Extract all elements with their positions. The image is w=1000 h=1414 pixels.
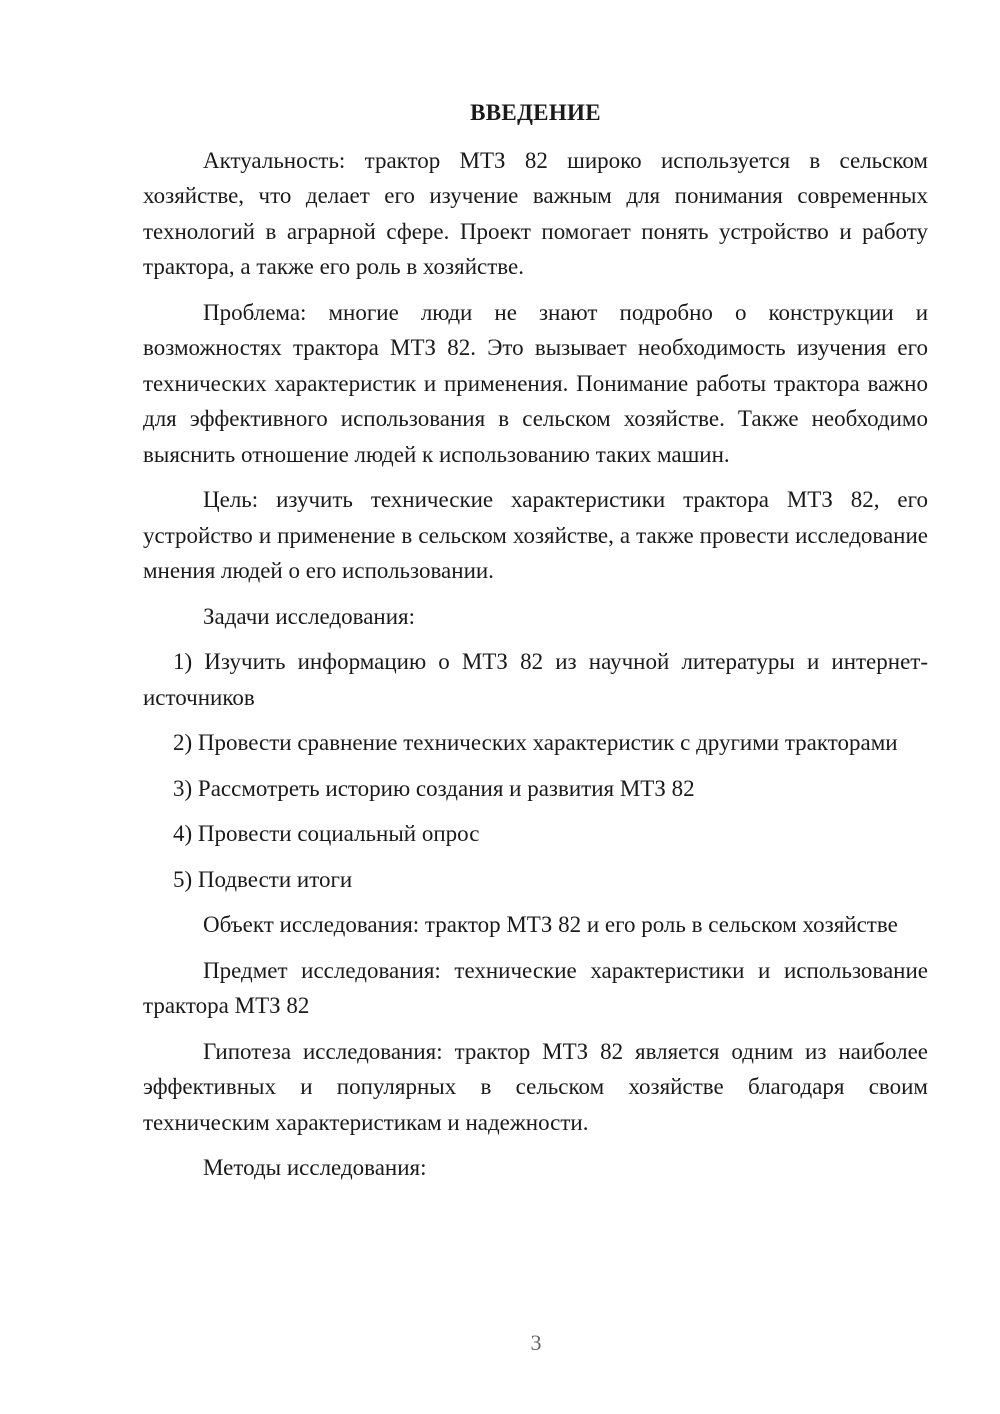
task-item-1: 1) Изучить информацию о МТЗ 82 из научной литературы и интернет-источников: [143, 649, 928, 710]
goal-paragraph: Цель: изучить технические характеристики трактора МТЗ 82, его устройство и применение в сельском хозяйстве, а также провести исследование мнения людей о его использовании.: [143, 487, 928, 583]
hypothesis-paragraph: Гипотеза исследования: трактор МТЗ 82 является одним из наиболее эффективных и популярных в сельском хозяйстве благодаря своим техническим характеристикам и надежности.: [143, 1038, 928, 1135]
section-heading: ВВЕДЕНИЕ: [470, 100, 601, 125]
tasks-title: Задачи исследования:: [203, 603, 416, 629]
task-item-2: 2) Провести сравнение технических характеристик с другими тракторами: [173, 730, 898, 755]
page-number: 3: [530, 1330, 542, 1355]
task-item-5: 5) Подвести итоги: [173, 866, 353, 892]
page-content: [143, 95, 928, 1196]
task-item-4: 4) Провести социальный опрос: [173, 821, 480, 846]
task-item-3: 3) Рассмотреть историю создания и развития МТЗ 82: [173, 775, 695, 801]
problem-paragraph: Проблема: многие люди не знают подробно о конструкции и возможностях трактора МТЗ 82. Это вызывает необходимость изучения его технических характеристик и применения. Понимание работы трактора важно для эффективного использования в сельском хозяйстве. Также необходимо выяснить отношение людей к использованию таких машин.: [143, 299, 928, 467]
relevance-paragraph: Актуальность: трактор МТЗ 82 широко используется в сельском хозяйстве, что делает его изучение важным для понимания современных технологий в аграрной сфере. Проект помогает понять устройство и работу трактора, а также его роль в хозяйстве.: [143, 147, 928, 279]
subject-paragraph: Предмет исследования: технические характеристики и использование трактора МТЗ 82: [143, 957, 928, 1018]
object-paragraph: Объект исследования: трактор МТЗ 82 и его роль в сельском хозяйстве: [203, 912, 898, 937]
methods-title: Методы исследования:: [203, 1155, 427, 1180]
